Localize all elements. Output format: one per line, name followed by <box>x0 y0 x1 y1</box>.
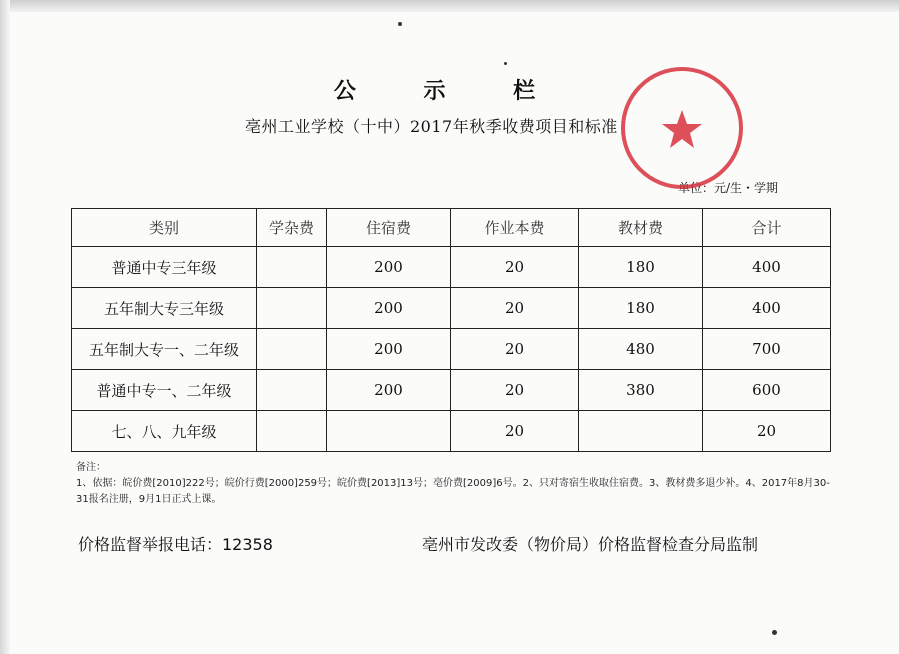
fee-table <box>71 208 831 452</box>
cell-textbook: 180 <box>579 247 703 288</box>
cell-lodging <box>327 411 451 452</box>
scan-speck <box>504 62 507 65</box>
cell-lodging: 200 <box>327 247 451 288</box>
cell-textbook: 180 <box>579 288 703 329</box>
cell-textbook: 480 <box>579 329 703 370</box>
cell-workbook: 20 <box>451 329 579 370</box>
table-row <box>72 288 831 329</box>
table-header-row <box>72 209 831 247</box>
cell-tuition <box>257 329 327 370</box>
cell-total: 400 <box>703 247 831 288</box>
cell-category: 五年制大专三年级 <box>72 288 257 329</box>
column-header-tuition: 学杂费 <box>257 209 327 247</box>
cell-tuition <box>257 247 327 288</box>
cell-category: 七、八、九年级 <box>72 411 257 452</box>
cell-tuition <box>257 288 327 329</box>
cell-workbook: 20 <box>451 411 579 452</box>
cell-lodging: 200 <box>327 329 451 370</box>
cell-lodging: 200 <box>327 288 451 329</box>
table-row <box>72 411 831 452</box>
cell-total: 20 <box>703 411 831 452</box>
cell-total: 600 <box>703 370 831 411</box>
cell-textbook: 380 <box>579 370 703 411</box>
cell-tuition <box>257 370 327 411</box>
supervisor-line: 亳州市发改委（物价局）价格监督检查分局监制 <box>422 535 759 554</box>
notice-title: 公 示 栏 <box>333 78 566 104</box>
seal-star-icon <box>662 110 702 148</box>
notes-block <box>76 460 836 508</box>
cell-workbook: 20 <box>451 370 579 411</box>
cell-workbook: 20 <box>451 288 579 329</box>
scan-edge-top <box>0 0 899 12</box>
column-header-textbook: 教材费 <box>579 209 703 247</box>
unit-label: 单位：元/生・学期 <box>678 181 779 195</box>
cell-textbook <box>579 411 703 452</box>
scan-speck <box>398 22 402 26</box>
cell-lodging: 200 <box>327 370 451 411</box>
cell-category: 普通中专三年级 <box>72 247 257 288</box>
scan-speck <box>772 630 777 635</box>
column-header-category: 类别 <box>72 209 257 247</box>
column-header-total: 合计 <box>703 209 831 247</box>
table-row <box>72 370 831 411</box>
column-header-lodging: 住宿费 <box>327 209 451 247</box>
cell-category: 五年制大专一、二年级 <box>72 329 257 370</box>
cell-tuition <box>257 411 327 452</box>
notice-subtitle: 亳州工业学校（十中）2017年秋季收费项目和标准 <box>245 117 618 136</box>
notes-text: 1、依据：皖价费[2010]222号；皖价行费[2000]259号；皖价费[2013]13号；亳价费[2009]6号。2、只对寄宿生收取住宿费。3、教材费多退少补。4、2017年8月30-31报名注册，9月1日正式上课。 <box>76 478 830 505</box>
notes-label: 备注： <box>76 462 106 473</box>
cell-total: 700 <box>703 329 831 370</box>
cell-workbook: 20 <box>451 247 579 288</box>
table-row <box>72 329 831 370</box>
cell-total: 400 <box>703 288 831 329</box>
table-row <box>72 247 831 288</box>
official-seal-stamp <box>618 64 746 192</box>
cell-category: 普通中专一、二年级 <box>72 370 257 411</box>
column-header-workbook: 作业本费 <box>451 209 579 247</box>
price-hotline: 价格监督举报电话：12358 <box>78 535 273 554</box>
